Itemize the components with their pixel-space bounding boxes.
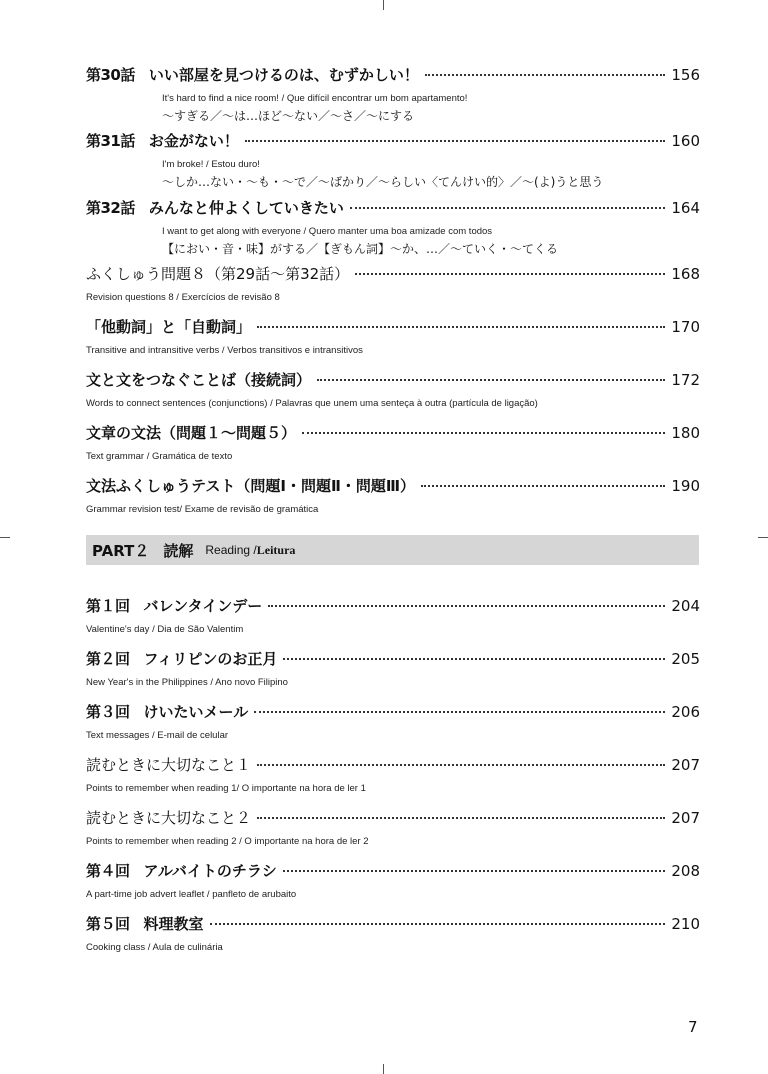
entry-title: 「他動詞」と「自動詞」: [86, 318, 252, 336]
entry-title: ふくしゅう問題８（第29話〜第32話）: [86, 265, 350, 283]
part-title-jp: 読解: [163, 541, 194, 560]
leader-dots: [317, 379, 665, 381]
part2-header: [86, 535, 699, 565]
page-number: 205: [671, 650, 700, 668]
leader-dots: [350, 207, 665, 209]
page-number: 206: [671, 703, 700, 721]
entry-subtitle: Revision questions 8 / Exercícios de revisão 8: [86, 292, 280, 303]
entry-subtitle: Words to connect sentences (conjunctions) / Palavras que unem uma senteça à outra (partícula de ligação): [86, 398, 538, 409]
entry-title: みんなと仲よくしていきたい: [148, 199, 344, 217]
toc-entry-reading-3[interactable]: [86, 701, 700, 741]
page-number: 156: [671, 66, 700, 84]
entry-subtitle: Text grammar / Gramática de texto: [86, 451, 233, 462]
entry-title: 文と文をつなぐことば（接続詞）: [86, 371, 312, 389]
toc-entry-reading-tips-2[interactable]: [86, 807, 700, 847]
leader-dots: [302, 432, 665, 434]
crop-mark: [383, 0, 384, 10]
lesson-number: 第32話: [86, 199, 135, 217]
leader-dots: [254, 711, 665, 713]
entry-subtitle: Transitive and intransitive verbs / Verbos transitivos e intransitivos: [86, 345, 363, 356]
entry-grammar: 〜すぎる／〜は…ほど〜ない／〜さ／〜にする: [162, 109, 415, 123]
page-number: 168: [671, 265, 700, 283]
entry-title: けいたいメール: [143, 703, 249, 721]
toc-entry-lesson-30[interactable]: [86, 64, 700, 124]
entry-subtitle: I want to get along with everyone / Quero manter uma boa amizade com todos: [162, 226, 493, 237]
entry-title: 料理教室: [143, 915, 204, 933]
toc-entry-reading-1[interactable]: [86, 595, 700, 635]
toc-entry-revision-8[interactable]: [86, 263, 700, 303]
page-footer-number: 7: [688, 1018, 698, 1036]
page-number: 172: [671, 371, 700, 389]
toc-entry-lesson-32[interactable]: [86, 197, 700, 257]
entry-title: 文章の文法（問題１〜問題５）: [86, 424, 297, 442]
page-number: 170: [671, 318, 700, 336]
toc-entry-reading-tips-1[interactable]: [86, 754, 700, 794]
entry-title: アルバイトのチラシ: [143, 862, 277, 880]
leader-dots: [257, 326, 665, 328]
leader-dots: [283, 658, 665, 660]
entry-subtitle: Cooking class / Aula de culinária: [86, 942, 223, 953]
toc-entry-reading-4[interactable]: [86, 860, 700, 900]
leader-dots: [257, 817, 665, 819]
entry-subtitle: Points to remember when reading 2 / O importante na hora de ler 2: [86, 836, 369, 847]
toc-entry-transitive-verbs[interactable]: [86, 316, 700, 356]
toc-entry-reading-2[interactable]: [86, 648, 700, 688]
crop-mark: [758, 537, 768, 538]
leader-dots: [421, 485, 665, 487]
entry-grammar: 〜しか…ない・〜も・〜で／〜ばかり／〜らしい〈てんけい的〉／〜(よ)うと思う: [162, 175, 604, 189]
leader-dots: [283, 870, 665, 872]
leader-dots: [355, 273, 665, 275]
page-number: 210: [671, 915, 700, 933]
toc-entry-conjunctions[interactable]: [86, 369, 700, 409]
entry-grammar: 【におい・音・味】がする／【ぎもん詞】〜か、…／〜ていく・〜てくる: [162, 242, 559, 256]
page-number: 190: [671, 477, 700, 495]
part-label: PART２: [92, 541, 150, 560]
entry-title: お金がない！: [148, 132, 239, 150]
entry-title: いい部屋を見つけるのは、むずかしい！: [148, 66, 419, 84]
lesson-number: 第５回: [86, 915, 130, 933]
entry-subtitle: Points to remember when reading 1/ O importante na hora de ler 1: [86, 783, 366, 794]
page-number: 207: [671, 809, 700, 827]
entry-subtitle: Text messages / E-mail de celular: [86, 730, 229, 741]
toc-entry-text-grammar[interactable]: [86, 422, 700, 462]
lesson-number: 第30話: [86, 66, 135, 84]
leader-dots: [268, 605, 665, 607]
lesson-number: 第１回: [86, 597, 130, 615]
leader-dots: [210, 923, 666, 925]
entry-title: 読むときに大切なこと１: [86, 756, 252, 774]
toc-entry-grammar-test[interactable]: [86, 475, 700, 515]
entry-subtitle: I'm broke! / Estou duro!: [162, 159, 260, 170]
page-number: 180: [671, 424, 700, 442]
lesson-number: 第31話: [86, 132, 135, 150]
leader-dots: [425, 74, 665, 76]
page-number: 164: [671, 199, 700, 217]
crop-mark: [0, 537, 10, 538]
part-title-pt: Leitura: [256, 542, 296, 557]
toc-entry-reading-5[interactable]: [86, 913, 700, 953]
lesson-number: 第３回: [86, 703, 130, 721]
entry-subtitle: A part-time job advert leaflet / panfleto de arubaito: [86, 889, 297, 900]
entry-subtitle: Valentine's day / Dia de São Valentim: [86, 624, 244, 635]
leader-dots: [257, 764, 665, 766]
entry-title: 文法ふくしゅうテスト（問題Ⅰ・問題Ⅱ・問題Ⅲ）: [86, 477, 416, 495]
page-number: 207: [671, 756, 700, 774]
leader-dots: [245, 140, 665, 142]
lesson-number: 第２回: [86, 650, 130, 668]
entry-title: 読むときに大切なこと２: [86, 809, 252, 827]
page-number: 160: [671, 132, 700, 150]
toc-entry-lesson-31[interactable]: [86, 130, 700, 190]
lesson-number: 第４回: [86, 862, 130, 880]
page-number: 208: [671, 862, 700, 880]
part-title-en: Reading /: [205, 543, 257, 557]
entry-title: フィリピンのお正月: [143, 650, 278, 668]
entry-subtitle: New Year's in the Philippines / Ano novo Filipino: [86, 677, 288, 688]
entry-subtitle: It's hard to find a nice room! / Que difícil encontrar um bom apartamento!: [162, 93, 468, 104]
crop-mark: [383, 1064, 384, 1074]
entry-subtitle: Grammar revision test/ Exame de revisão de gramática: [86, 504, 319, 515]
entry-title: バレンタインデー: [143, 597, 263, 615]
page-number: 204: [671, 597, 700, 615]
